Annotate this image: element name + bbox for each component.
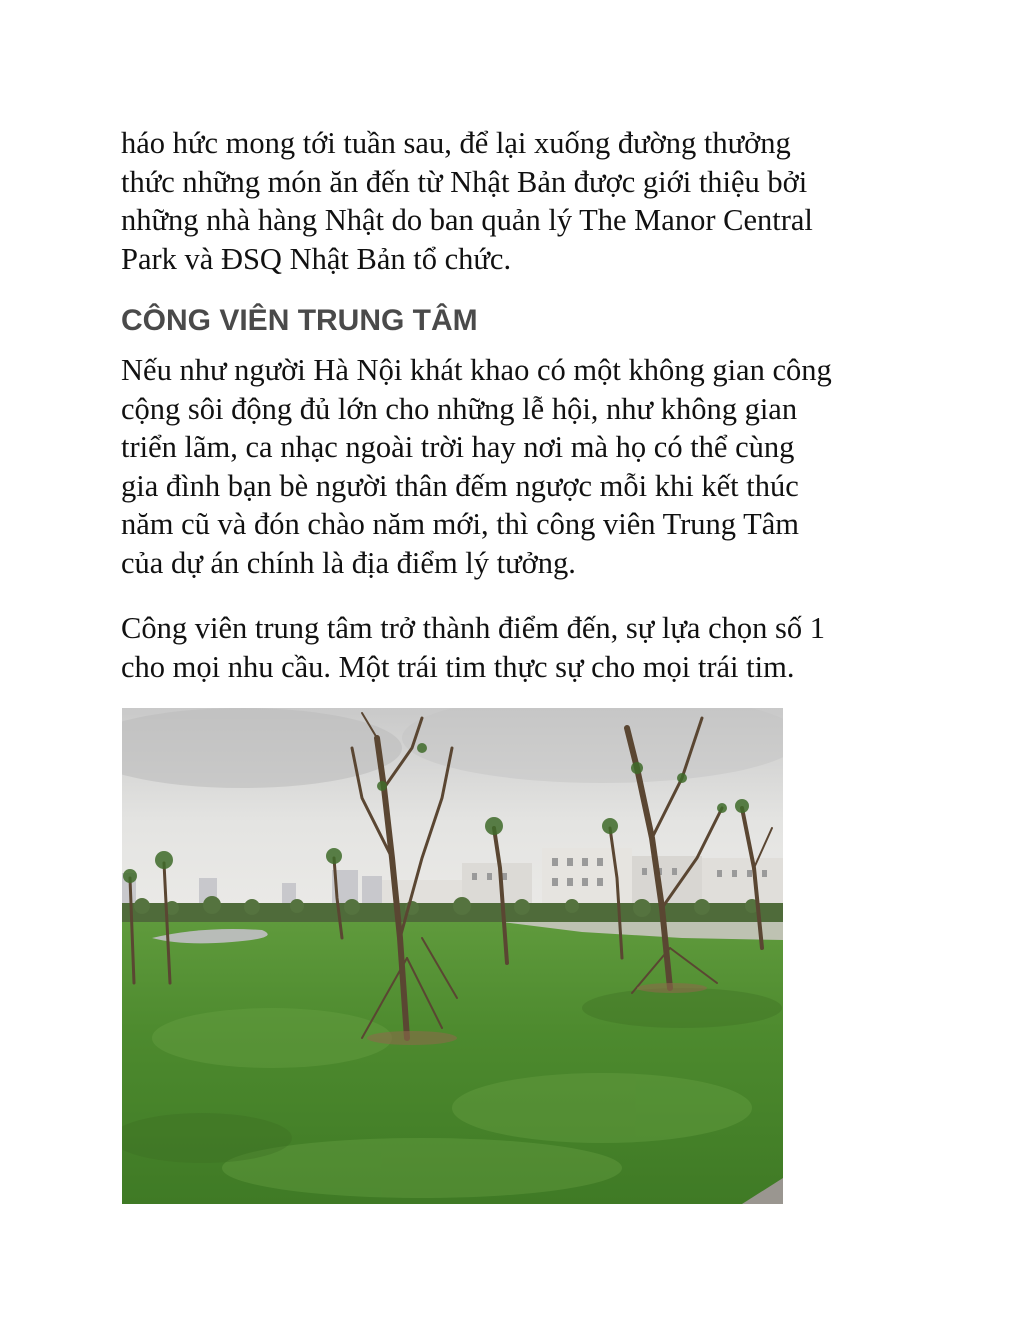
park-photo [122, 708, 783, 1204]
tree-line [122, 903, 783, 925]
section-heading: CÔNG VIÊN TRUNG TÂM [121, 304, 478, 337]
park-summary-paragraph: Công viên trung tâm trở thành điểm đến, sự lựa chọn số 1 cho mọi nhu cầu. Một trái tim thực sự cho mọi trái tim. [121, 611, 825, 684]
park-description-paragraph: Nếu như người Hà Nội khát khao có một không gian công cộng sôi động đủ lớn cho những lễ hội, như không gian triển lãm, ca nhạc ngoài trời hay nơi mà họ có thể cùng gia đình bạn bè người thân đếm ngược mỗi khi kết thúc năm cũ và đón chào năm mới, thì công viên Trung Tâm của dự án chính là địa điểm lý tưởng. [121, 353, 832, 580]
intro-paragraph: háo hức mong tới tuần sau, để lại xuống đường thưởng thức những món ăn đến từ Nhật Bản được giới thiệu bởi những nhà hàng Nhật do ban quản lý The Manor Central Park và ĐSQ Nhật Bản tổ chức. [121, 126, 813, 276]
